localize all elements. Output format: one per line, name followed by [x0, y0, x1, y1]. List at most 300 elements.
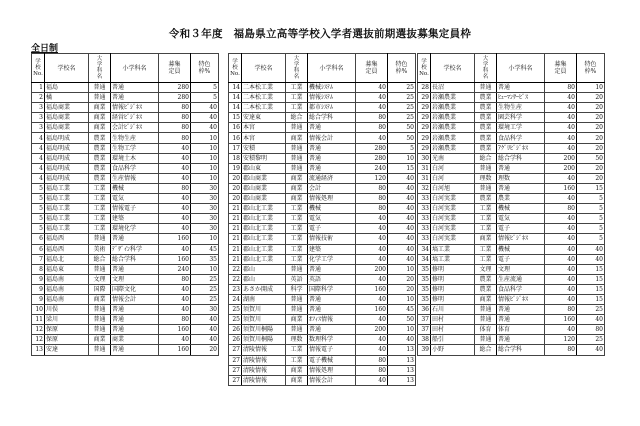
- table-row: [32, 123, 219, 133]
- cell-minor: 普通: [308, 294, 356, 304]
- cell-school: 福島工業: [45, 224, 89, 234]
- table-row: [418, 153, 605, 163]
- cell-major: 農業: [475, 123, 497, 133]
- cell-capacity: 160: [545, 315, 577, 325]
- cell-school: 郡山商業: [242, 183, 286, 193]
- cell-major: 総合: [286, 113, 308, 123]
- cell-capacity: 40: [356, 244, 388, 254]
- table-row: [32, 113, 219, 123]
- cell-major: 理数: [475, 173, 497, 183]
- cell-no: 18: [229, 153, 242, 163]
- cell-no: 16: [229, 123, 242, 133]
- cell-no: 17: [229, 143, 242, 153]
- cell-capacity: 280: [159, 93, 191, 103]
- cell-capacity: 40: [159, 143, 191, 153]
- cell-minor: 農業: [497, 194, 545, 204]
- cell-minor: 電子: [497, 224, 545, 234]
- table-row: [32, 143, 219, 153]
- cell-major: 普通: [89, 305, 111, 315]
- cell-no: 34: [418, 244, 431, 254]
- cell-school: 福島南: [45, 274, 89, 284]
- table-row: [32, 274, 219, 284]
- cell-minor: 環境土木: [111, 153, 159, 163]
- cell-pct: 20: [577, 93, 605, 103]
- cell-school: 塙工業: [431, 244, 475, 254]
- header-pct-cell: [191, 54, 219, 83]
- cell-pct: 40: [388, 173, 416, 183]
- cell-school: 福島明成: [45, 153, 89, 163]
- cell-capacity: 160: [159, 254, 191, 264]
- cell-capacity: 40: [356, 93, 388, 103]
- header-no-cell: [32, 54, 45, 83]
- table-row: [418, 264, 605, 274]
- table-row: [229, 244, 416, 254]
- cell-major: 商業: [286, 315, 308, 325]
- cell-minor: 機械ｼｽﾃﾑ: [308, 83, 356, 93]
- header-capacity: 募集定員: [554, 61, 567, 75]
- cell-school: 修明: [431, 274, 475, 284]
- cell-no: 33: [418, 234, 431, 244]
- cell-pct: 10: [388, 294, 416, 304]
- cell-capacity: 40: [356, 224, 388, 234]
- cell-minor: 体育: [497, 325, 545, 335]
- cell-no: 2: [32, 93, 45, 103]
- cell-school: 岩瀬農業: [431, 113, 475, 123]
- cell-major: 普通: [286, 153, 308, 163]
- header-pct: 特色枠%: [584, 61, 597, 75]
- cell-minor: 生物工学: [111, 143, 159, 153]
- cell-no: 9: [32, 284, 45, 294]
- table-row: [229, 194, 416, 204]
- cell-minor: 普通: [308, 305, 356, 315]
- cell-school: 修明: [431, 284, 475, 294]
- cell-capacity: 40: [159, 294, 191, 304]
- cell-minor: 普通: [111, 264, 159, 274]
- cell-school: 本宮: [242, 123, 286, 133]
- cell-pct: 5: [577, 204, 605, 214]
- table-row: [418, 294, 605, 304]
- cell-major: 普通: [286, 123, 308, 133]
- cell-capacity: 40: [545, 123, 577, 133]
- table-row: [418, 204, 605, 214]
- cell-school: 白河: [431, 163, 475, 173]
- cell-pct: 13: [388, 355, 416, 365]
- table-row: [229, 305, 416, 315]
- cell-school: 郡山商業: [242, 194, 286, 204]
- header-pct-cell: [577, 54, 605, 83]
- cell-pct: 50: [388, 315, 416, 325]
- cell-major: 工業: [286, 204, 308, 214]
- cell-capacity: 40: [159, 244, 191, 254]
- cell-school: 須賀川桐陽: [242, 325, 286, 335]
- cell-capacity: 80: [356, 194, 388, 204]
- cell-capacity: 80: [159, 103, 191, 113]
- table-row: [32, 194, 219, 204]
- cell-minor: 生物生産: [497, 103, 545, 113]
- cell-pct: 40: [577, 345, 605, 355]
- cell-capacity: 200: [356, 325, 388, 335]
- cell-pct: 50: [577, 153, 605, 163]
- cell-school: 安積: [242, 143, 286, 153]
- cell-pct: 10: [191, 264, 219, 274]
- cell-capacity: 160: [356, 305, 388, 315]
- cell-capacity: 40: [356, 335, 388, 345]
- table-row: [418, 284, 605, 294]
- cell-pct: 40: [191, 123, 219, 133]
- cell-no: 21: [229, 204, 242, 214]
- cell-school: 郡山東: [242, 163, 286, 173]
- header-school-cell: [242, 54, 286, 83]
- cell-capacity: 40: [545, 254, 577, 264]
- cell-major: 普通: [89, 264, 111, 274]
- header-minor: 小学科名: [122, 64, 147, 72]
- table-row: [229, 153, 416, 163]
- cell-capacity: 80: [545, 305, 577, 315]
- table-row: [229, 103, 416, 113]
- cell-minor: 電子: [308, 224, 356, 234]
- cell-pct: 25: [388, 113, 416, 123]
- cell-minor: 食品科学: [497, 133, 545, 143]
- cell-school: 田村: [431, 315, 475, 325]
- cell-capacity: 40: [159, 163, 191, 173]
- cell-major: 農業: [89, 143, 111, 153]
- cell-capacity: 40: [159, 204, 191, 214]
- table-row: [418, 173, 605, 183]
- cell-school: 岩瀬農業: [431, 133, 475, 143]
- cell-no: 5: [32, 204, 45, 214]
- table-row: [32, 254, 219, 264]
- table-row: [229, 83, 416, 93]
- cell-major: 国際: [89, 284, 111, 294]
- cell-school: 田村: [431, 325, 475, 335]
- cell-minor: 文理: [111, 274, 159, 284]
- cell-minor: ｱｸﾞﾘﾋﾞｼﾞﾈｽ: [497, 143, 545, 153]
- cell-major: 普通: [89, 315, 111, 325]
- table-row: [229, 163, 416, 173]
- cell-no: 35: [418, 284, 431, 294]
- quota-table-2: [228, 53, 416, 386]
- table-row: [229, 294, 416, 304]
- cell-no: 30: [418, 153, 431, 163]
- cell-major: 工業: [286, 93, 308, 103]
- cell-school: 安達東: [242, 113, 286, 123]
- cell-pct: 10: [577, 83, 605, 93]
- cell-no: 33: [418, 224, 431, 234]
- cell-minor: 英語: [308, 274, 356, 284]
- cell-pct: 40: [191, 103, 219, 113]
- cell-school: 本宮: [242, 133, 286, 143]
- cell-no: 37: [418, 315, 431, 325]
- cell-minor: 環境工学: [497, 123, 545, 133]
- cell-capacity: 40: [545, 214, 577, 224]
- cell-minor: 情報電子: [308, 345, 356, 355]
- cell-school: 川俣: [45, 305, 89, 315]
- header-capacity: 募集定員: [365, 61, 378, 75]
- cell-school: 安積黎明: [242, 153, 286, 163]
- cell-capacity: 40: [545, 264, 577, 274]
- cell-minor: 普通: [497, 163, 545, 173]
- cell-capacity: 160: [159, 234, 191, 244]
- cell-major: 体育: [475, 325, 497, 335]
- table-row: [32, 133, 219, 143]
- cell-capacity: 80: [545, 204, 577, 214]
- cell-major: 農業: [475, 113, 497, 123]
- table-row: [229, 173, 416, 183]
- cell-no: 21: [229, 224, 242, 234]
- cell-pct: 40: [388, 214, 416, 224]
- cell-minor: 建築: [111, 214, 159, 224]
- cell-pct: 25: [191, 294, 219, 304]
- cell-school: 福島南: [45, 284, 89, 294]
- cell-school: 郡山商業: [242, 173, 286, 183]
- cell-major: 普通: [89, 234, 111, 244]
- cell-school: 郡山: [242, 274, 286, 284]
- cell-major: 商業: [286, 375, 308, 385]
- cell-no: 26: [229, 325, 242, 335]
- cell-school: 保原: [45, 325, 89, 335]
- cell-school: 清陵情報: [242, 365, 286, 375]
- cell-school: 須賀川桐陽: [242, 335, 286, 345]
- cell-major: 普通: [286, 143, 308, 153]
- cell-minor: 電気: [497, 214, 545, 224]
- table-row: [32, 224, 219, 234]
- cell-major: 工業: [286, 214, 308, 224]
- cell-major: 文理: [475, 264, 497, 274]
- cell-minor: 情報ｼｽﾃﾑ: [308, 93, 356, 103]
- cell-capacity: 40: [545, 234, 577, 244]
- cell-no: 10: [32, 305, 45, 315]
- page-title: 令和３年度 福島県立高等学校入学者選抜前期選抜募集定員枠: [168, 28, 472, 40]
- cell-minor: 普通: [111, 83, 159, 93]
- header-school-cell: [45, 54, 89, 83]
- cell-no: 4: [32, 173, 45, 183]
- cell-no: 22: [229, 264, 242, 274]
- cell-no: 5: [32, 214, 45, 224]
- cell-major: 普通: [286, 325, 308, 335]
- table-row: [32, 103, 219, 113]
- cell-pct: 20: [388, 284, 416, 294]
- cell-no: 9: [32, 274, 45, 284]
- cell-school: 福島商業: [45, 113, 89, 123]
- cell-capacity: 40: [356, 103, 388, 113]
- cell-minor: 普通: [497, 305, 545, 315]
- table-row: [32, 183, 219, 193]
- cell-pct: 10: [191, 234, 219, 244]
- cell-school: 福島商業: [45, 103, 89, 113]
- cell-minor: 普通: [308, 143, 356, 153]
- cell-no: 39: [418, 345, 431, 355]
- table-row: [229, 355, 416, 365]
- table-row: [229, 315, 416, 325]
- table-row: [229, 274, 416, 284]
- cell-school: 湖南: [242, 294, 286, 304]
- cell-capacity: 80: [159, 113, 191, 123]
- header-no-cell: [229, 54, 242, 83]
- table-row: [418, 244, 605, 254]
- table-row: [229, 254, 416, 264]
- cell-no: 4: [32, 153, 45, 163]
- table-row: [418, 83, 605, 93]
- cell-no: 29: [418, 113, 431, 123]
- header-major: 大学科名: [293, 56, 300, 80]
- cell-school: 福島西: [45, 244, 89, 254]
- cell-pct: 45: [191, 244, 219, 254]
- cell-capacity: 80: [356, 113, 388, 123]
- cell-minor: 園芸科学: [497, 113, 545, 123]
- cell-no: 6: [32, 234, 45, 244]
- cell-capacity: 80: [356, 204, 388, 214]
- header-capacity-cell: [356, 54, 388, 83]
- cell-major: 農業: [475, 133, 497, 143]
- header-minor-cell: [497, 54, 545, 83]
- cell-major: 普通: [475, 315, 497, 325]
- cell-major: 商業: [475, 234, 497, 244]
- cell-capacity: 160: [159, 345, 191, 355]
- header-no: 学校No.: [419, 59, 429, 77]
- cell-no: 37: [418, 325, 431, 335]
- cell-capacity: 40: [159, 284, 191, 294]
- cell-pct: 13: [388, 365, 416, 375]
- table-row: [418, 254, 605, 264]
- cell-pct: 30: [191, 305, 219, 315]
- cell-no: 22: [229, 274, 242, 284]
- cell-capacity: 280: [356, 143, 388, 153]
- cell-pct: 30: [191, 183, 219, 193]
- cell-minor: 総合学科: [111, 254, 159, 264]
- cell-pct: 20: [577, 113, 605, 123]
- cell-major: 商業: [286, 183, 308, 193]
- cell-no: 36: [418, 305, 431, 315]
- cell-major: 普通: [475, 183, 497, 193]
- cell-pct: 30: [191, 224, 219, 234]
- cell-school: 福島商業: [45, 123, 89, 133]
- cell-no: 25: [229, 315, 242, 325]
- cell-school: 福島北: [45, 254, 89, 264]
- cell-pct: 20: [577, 163, 605, 173]
- cell-school: 郡山: [242, 264, 286, 274]
- cell-minor: 普通: [308, 153, 356, 163]
- cell-school: 福島明成: [45, 173, 89, 183]
- cell-capacity: 240: [159, 264, 191, 274]
- cell-capacity: 40: [159, 335, 191, 345]
- cell-school: 福島西: [45, 234, 89, 244]
- cell-school: 清陵情報: [242, 345, 286, 355]
- cell-major: 農業: [89, 153, 111, 163]
- cell-capacity: 80: [159, 183, 191, 193]
- cell-no: 29: [418, 103, 431, 113]
- header-no: 学校No.: [33, 59, 43, 77]
- cell-school: 二本松工業: [242, 103, 286, 113]
- cell-pct: 20: [577, 133, 605, 143]
- cell-major: 工業: [89, 224, 111, 234]
- cell-school: 郡山北工業: [242, 224, 286, 234]
- cell-capacity: 80: [159, 133, 191, 143]
- cell-school: 福島工業: [45, 194, 89, 204]
- cell-no: 33: [418, 204, 431, 214]
- table-row: [229, 284, 416, 294]
- cell-minor: 情報ﾋﾞｼﾞﾈｽ: [497, 234, 545, 244]
- cell-major: 普通: [89, 83, 111, 93]
- table-row: [418, 143, 605, 153]
- cell-school: 長沼: [431, 83, 475, 93]
- cell-pct: 10: [191, 163, 219, 173]
- cell-major: 工業: [89, 204, 111, 214]
- cell-minor: 普通: [111, 325, 159, 335]
- cell-no: 12: [32, 325, 45, 335]
- header-major: 大学科名: [96, 56, 103, 80]
- cell-major: 農業: [89, 163, 111, 173]
- cell-no: 5: [32, 194, 45, 204]
- table-row: [32, 305, 219, 315]
- cell-major: 商業: [286, 133, 308, 143]
- cell-major: 工業: [89, 183, 111, 193]
- cell-pct: 10: [191, 133, 219, 143]
- cell-no: 27: [229, 375, 242, 385]
- cell-major: 工業: [286, 224, 308, 234]
- cell-no: 14: [229, 93, 242, 103]
- header-major-cell: [89, 54, 111, 83]
- cell-school: 修明: [431, 264, 475, 274]
- cell-capacity: 120: [356, 173, 388, 183]
- cell-capacity: 40: [545, 113, 577, 123]
- cell-pct: 40: [388, 254, 416, 264]
- cell-major: 普通: [286, 294, 308, 304]
- table-row: [229, 375, 416, 385]
- cell-pct: 40: [388, 244, 416, 254]
- cell-minor: 情報会計: [111, 294, 159, 304]
- cell-school: 福島明成: [45, 163, 89, 173]
- cell-major: 総合: [89, 254, 111, 264]
- cell-minor: 環境化学: [111, 224, 159, 234]
- cell-minor: 情報会計: [308, 133, 356, 143]
- cell-major: 工業: [286, 345, 308, 355]
- table-row: [229, 224, 416, 234]
- cell-no: 21: [229, 214, 242, 224]
- cell-pct: 20: [388, 274, 416, 284]
- cell-pct: 40: [388, 194, 416, 204]
- cell-school: 福島南: [45, 294, 89, 304]
- cell-pct: 25: [577, 335, 605, 345]
- cell-no: 29: [418, 143, 431, 153]
- cell-school: 郡山北工業: [242, 234, 286, 244]
- cell-major: 工業: [475, 254, 497, 264]
- cell-minor: 化学工学: [308, 254, 356, 264]
- cell-no: 33: [418, 214, 431, 224]
- table-row: [418, 194, 605, 204]
- cell-school: 清陵情報: [242, 355, 286, 365]
- cell-pct: 25: [191, 284, 219, 294]
- cell-capacity: 80: [159, 274, 191, 284]
- cell-pct: 10: [388, 264, 416, 274]
- cell-no: 15: [229, 113, 242, 123]
- cell-school: 光南: [431, 153, 475, 163]
- cell-pct: 5: [388, 143, 416, 153]
- cell-no: 34: [418, 254, 431, 264]
- cell-major: 普通: [286, 264, 308, 274]
- header-minor: 小学科名: [319, 64, 344, 72]
- cell-capacity: 40: [545, 224, 577, 234]
- cell-minor: 普通: [308, 163, 356, 173]
- cell-school: 岩瀬農業: [431, 103, 475, 113]
- cell-major: 商業: [89, 103, 111, 113]
- header-school: 学校名: [254, 64, 273, 72]
- cell-major: 商業: [286, 173, 308, 183]
- cell-minor: 普通: [111, 93, 159, 103]
- cell-no: 4: [32, 163, 45, 173]
- cell-capacity: 40: [545, 133, 577, 143]
- cell-major: 農業: [89, 133, 111, 143]
- cell-no: 21: [229, 234, 242, 244]
